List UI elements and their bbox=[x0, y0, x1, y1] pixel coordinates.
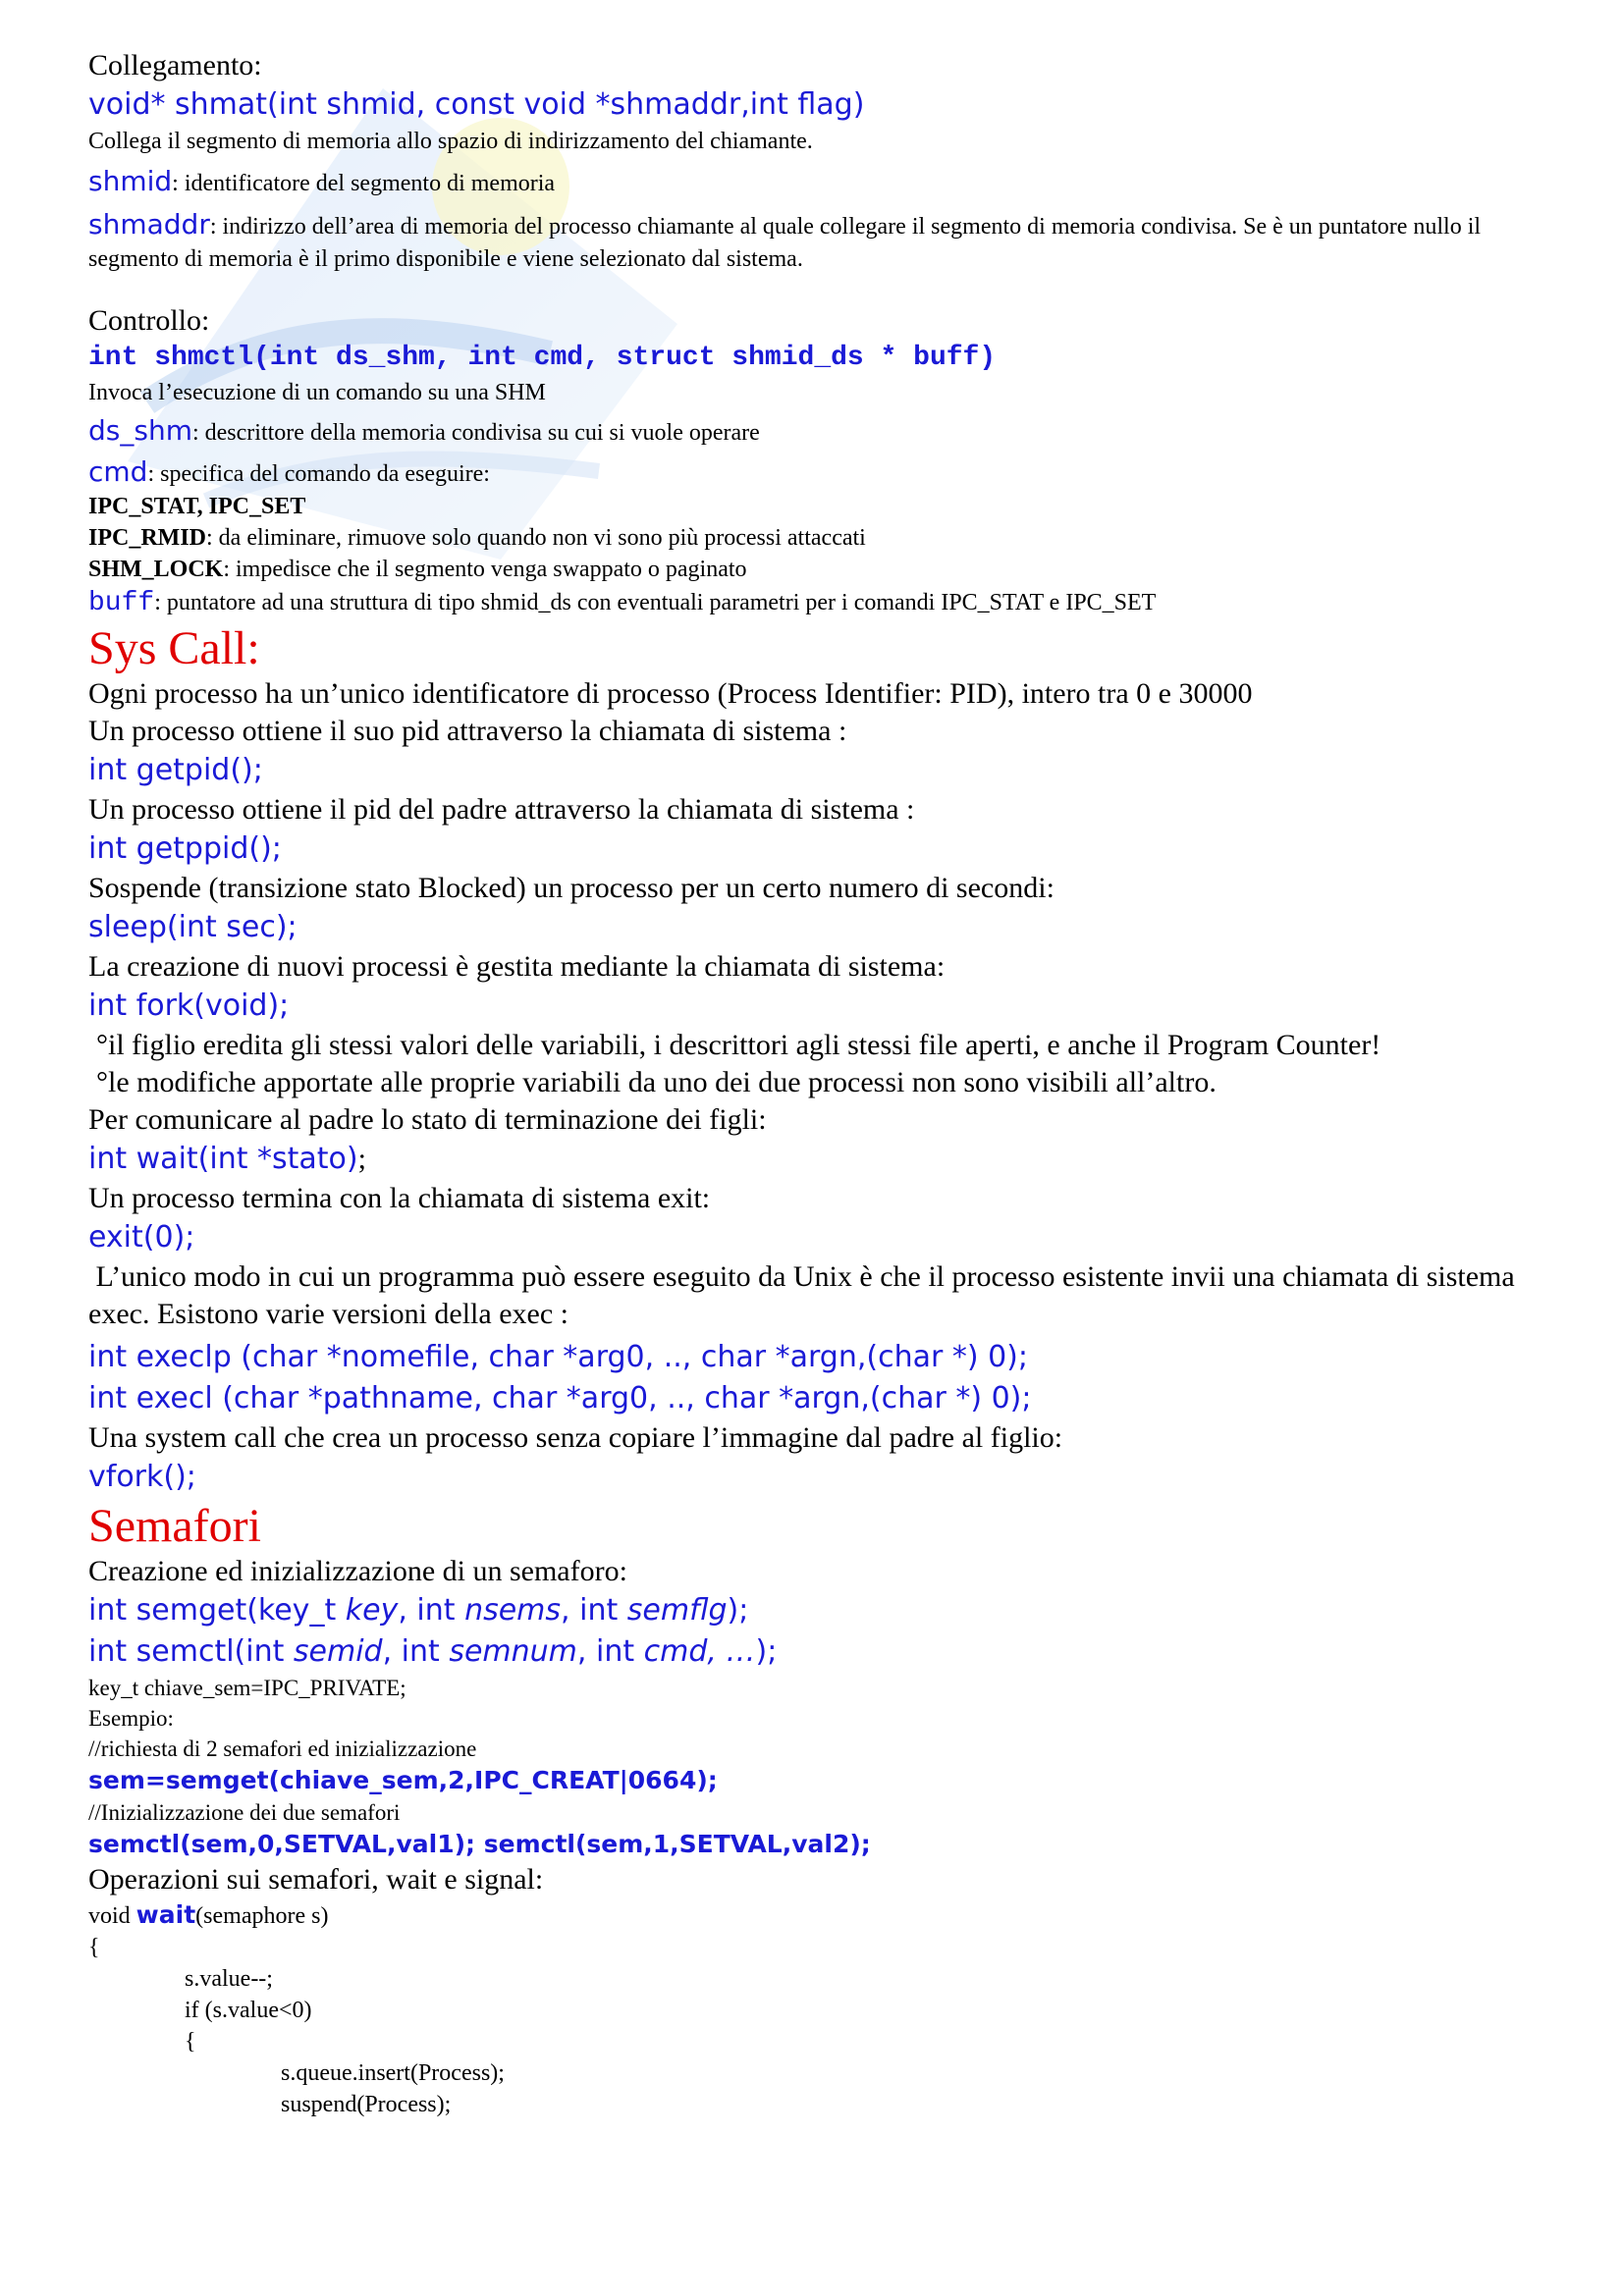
code-suspend: suspend(Process); bbox=[281, 2092, 452, 2117]
getpid-code: int getpid(); bbox=[88, 753, 263, 787]
code-part: int semctl(int bbox=[88, 1634, 294, 1669]
semget-signature bbox=[88, 1590, 1561, 1631]
shmat-param-shmaddr bbox=[88, 206, 1561, 275]
semctl-signature bbox=[88, 1631, 1561, 1673]
param-name: ds_shm bbox=[88, 414, 192, 447]
comment-init: //Inizializzazione dei due semafori bbox=[88, 1800, 401, 1825]
semget-example: sem=semget(chiave_sem,2,IPC_CREAT|0664); bbox=[88, 1766, 718, 1794]
shmat-description: Collega il segmento di memoria allo spazio di indirizzamento del chiamante. bbox=[88, 129, 813, 154]
key-line: key_t chiave_sem=IPC_PRIVATE; bbox=[88, 1676, 406, 1700]
code-part: , int bbox=[382, 1634, 450, 1669]
param-description: : indirizzo dell’area di memoria del processo chiamante al quale collegare il segmento di memoria condivisa. Se è un puntatore nullo il segmento di memoria è il primo disponibile e viene selezionato dal sistema. bbox=[88, 214, 1482, 272]
semafori-title: Semafori bbox=[88, 1500, 261, 1552]
shmctl-param-buff bbox=[88, 585, 1561, 622]
code-insert: s.queue.insert(Process); bbox=[281, 2060, 505, 2086]
getppid-code: int getppid(); bbox=[88, 831, 282, 866]
exit-text: Un processo termina con la chiamata di sistema exit: bbox=[88, 1182, 711, 1214]
fork-code: int fork(void); bbox=[88, 988, 290, 1023]
fork-text: La creazione di nuovi processi è gestita mediante la chiamata di sistema: bbox=[88, 950, 946, 983]
code-brace-open: { bbox=[88, 1935, 100, 1960]
cmd-description: : da eliminare, rimuove solo quando non vi sono più processi attaccati bbox=[206, 525, 866, 551]
code-part: (semaphore s) bbox=[195, 1903, 329, 1929]
ops-text: Operazioni sui semafori, wait e signal: bbox=[88, 1863, 544, 1896]
code-part: ); bbox=[727, 1593, 749, 1628]
getppid-text: Un processo ottiene il pid del padre attraverso la chiamata di sistema : bbox=[88, 793, 915, 826]
example-label: Esempio: bbox=[88, 1706, 174, 1731]
execlp-code: int execlp (char *nomefile, char *arg0, .., char *argn,(char *) 0); bbox=[88, 1340, 1028, 1374]
wait-semicolon: ; bbox=[357, 1143, 366, 1175]
shmctl-description: Invoca l’esecuzione di un comando su una SHM bbox=[88, 380, 546, 405]
code-part: ); bbox=[755, 1634, 778, 1669]
shmctl-signature: int shmctl(int ds_shm, int cmd, struct shmid_ds * buff) bbox=[88, 343, 997, 373]
code-part: , int bbox=[576, 1634, 644, 1669]
syscall-title: Sys Call: bbox=[88, 622, 260, 674]
shmat-param-shmid bbox=[88, 163, 1561, 200]
code-part: cmd, … bbox=[643, 1634, 756, 1669]
code-part: nsems bbox=[464, 1593, 562, 1628]
wait-signature: int wait(int *stato) bbox=[88, 1142, 358, 1176]
cmd-stat-set: IPC_STAT, IPC_SET bbox=[88, 494, 306, 519]
shmctl-param-cmd bbox=[88, 454, 1561, 491]
cmd-name: SHM_LOCK bbox=[88, 557, 224, 582]
shmat-heading: Collegamento: bbox=[88, 49, 262, 81]
cmd-lock bbox=[88, 554, 1561, 585]
fork-bullet-inherit: °il figlio eredita gli stessi valori delle variabili, i descrittori agli stessi file aperti, e anche il Program Counter! bbox=[96, 1029, 1381, 1061]
param-description: : puntatore ad una struttura di tipo shmid_ds con eventuali parametri per i comandi IPC_STAT e IPC_SET bbox=[154, 590, 1157, 615]
execl-code: int execl (char *pathname, char *arg0, .., char *argn,(char *) 0); bbox=[88, 1381, 1032, 1415]
exec-text: L’unico modo in cui un programma può essere eseguito da Unix è che il processo esistente invii una chiamata di sistema exec. Esistono varie versioni della exec : bbox=[88, 1260, 1523, 1330]
vfork-code: vfork(); bbox=[88, 1460, 196, 1494]
param-name: shmid bbox=[88, 165, 173, 197]
param-name: cmd bbox=[88, 455, 148, 488]
shmctl-heading: Controllo: bbox=[88, 304, 210, 337]
code-part: , int bbox=[398, 1593, 465, 1628]
exit-code: exit(0); bbox=[88, 1220, 195, 1255]
getpid-text: Un processo ottiene il suo pid attraverso la chiamata di sistema : bbox=[88, 715, 847, 747]
code-part: semid bbox=[293, 1634, 383, 1669]
cmd-description: : impedisce che il segmento venga swappato o paginato bbox=[223, 557, 747, 582]
code-part: int semget(key_t bbox=[88, 1593, 346, 1628]
code-decrement: s.value--; bbox=[185, 1966, 273, 1992]
param-description: : identificatore del segmento di memoria bbox=[172, 171, 556, 196]
sleep-code: sleep(int sec); bbox=[88, 910, 298, 944]
code-part: wait bbox=[135, 1900, 196, 1929]
param-description: : descrittore della memoria condivisa su cui si vuole operare bbox=[191, 420, 760, 446]
param-name: shmaddr bbox=[88, 208, 210, 240]
code-part: void bbox=[88, 1903, 136, 1929]
code-part: key bbox=[345, 1593, 399, 1628]
param-description: : specifica del comando da eseguire: bbox=[147, 461, 490, 487]
shmctl-param-ds-shm bbox=[88, 412, 1561, 450]
wait-function-header bbox=[88, 1898, 1561, 1932]
cmd-name: IPC_RMID bbox=[88, 525, 206, 551]
code-part: semnum bbox=[449, 1634, 577, 1669]
wait-code bbox=[88, 1139, 1561, 1180]
comment-request: //richiesta di 2 semafori ed inizializzazione bbox=[88, 1736, 477, 1761]
fork-bullet-isolation: °le modifiche apportate alle proprie variabili da uno dei due processi non sono visibili all’altro. bbox=[96, 1066, 1217, 1098]
vfork-text: Una system call che crea un processo senza copiare l’immagine dal padre al figlio: bbox=[88, 1421, 1063, 1454]
code-part: , int bbox=[561, 1593, 627, 1628]
code-brace-open-inner: { bbox=[185, 2029, 196, 2055]
sem-create-text: Creazione ed inizializzazione di un semaforo: bbox=[88, 1555, 627, 1587]
semctl-example: semctl(sem,0,SETVAL,val1); semctl(sem,1,SETVAL,val2); bbox=[88, 1830, 871, 1858]
cmd-rmid bbox=[88, 522, 1561, 554]
code-if: if (s.value<0) bbox=[185, 1998, 312, 2023]
param-name: buff bbox=[88, 588, 155, 618]
pid-text: Ogni processo ha un’unico identificatore di processo (Process Identifier: PID), intero tra 0 e 30000 bbox=[88, 677, 1253, 710]
code-part: semflg bbox=[626, 1593, 728, 1628]
shmat-signature: void* shmat(int shmid, const void *shmaddr,int flag) bbox=[88, 87, 865, 122]
wait-text: Per comunicare al padre lo stato di terminazione dei figli: bbox=[88, 1103, 767, 1136]
sleep-text: Sospende (transizione stato Blocked) un processo per un certo numero di secondi: bbox=[88, 872, 1055, 904]
